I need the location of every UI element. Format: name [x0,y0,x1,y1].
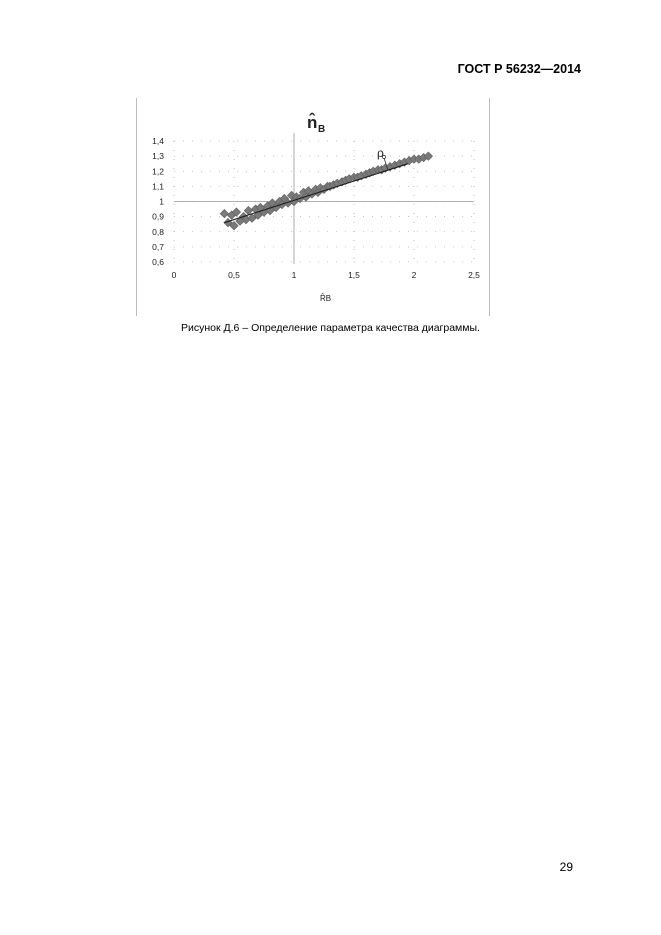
trendline-line [224,164,408,223]
y-tick-label: 0,8 [152,226,164,237]
y-tick-label: 1,1 [152,181,164,192]
chart-title: n̂ [307,113,318,132]
chart-frame [136,98,490,316]
data-points [220,152,432,230]
x-tick-label: 2 [411,270,417,280]
y-tick-label: 1,4 [152,136,164,146]
figure-caption: Рисунок Д.6 – Определение параметра качества диаграммы. [181,322,480,334]
x-tick-label: 2,5 [468,270,480,280]
y-tick-label: 0,6 [152,257,164,267]
x-tick-label: 0,5 [228,270,240,280]
x-tick-label: 1 [291,270,297,280]
y-tick-label: 1,2 [152,166,164,177]
page-number: 29 [559,860,573,874]
chart-title-subscript: B [318,124,326,135]
y-tick-label: 1,3 [152,151,164,162]
x-tick-label: 0 [171,270,177,280]
y-tick-label: 0,7 [152,241,164,252]
y-tick-label: 0,9 [152,211,164,222]
x-axis-label: R̂B [320,294,332,303]
document-header: ГОСТ Р 56232—2014 [457,62,581,76]
scatter-chart [137,98,491,316]
rho-annotation: ρ [377,146,384,160]
data-point [220,209,228,217]
y-tick-label: 1 [159,196,164,207]
x-tick-label: 1,5 [348,270,360,280]
